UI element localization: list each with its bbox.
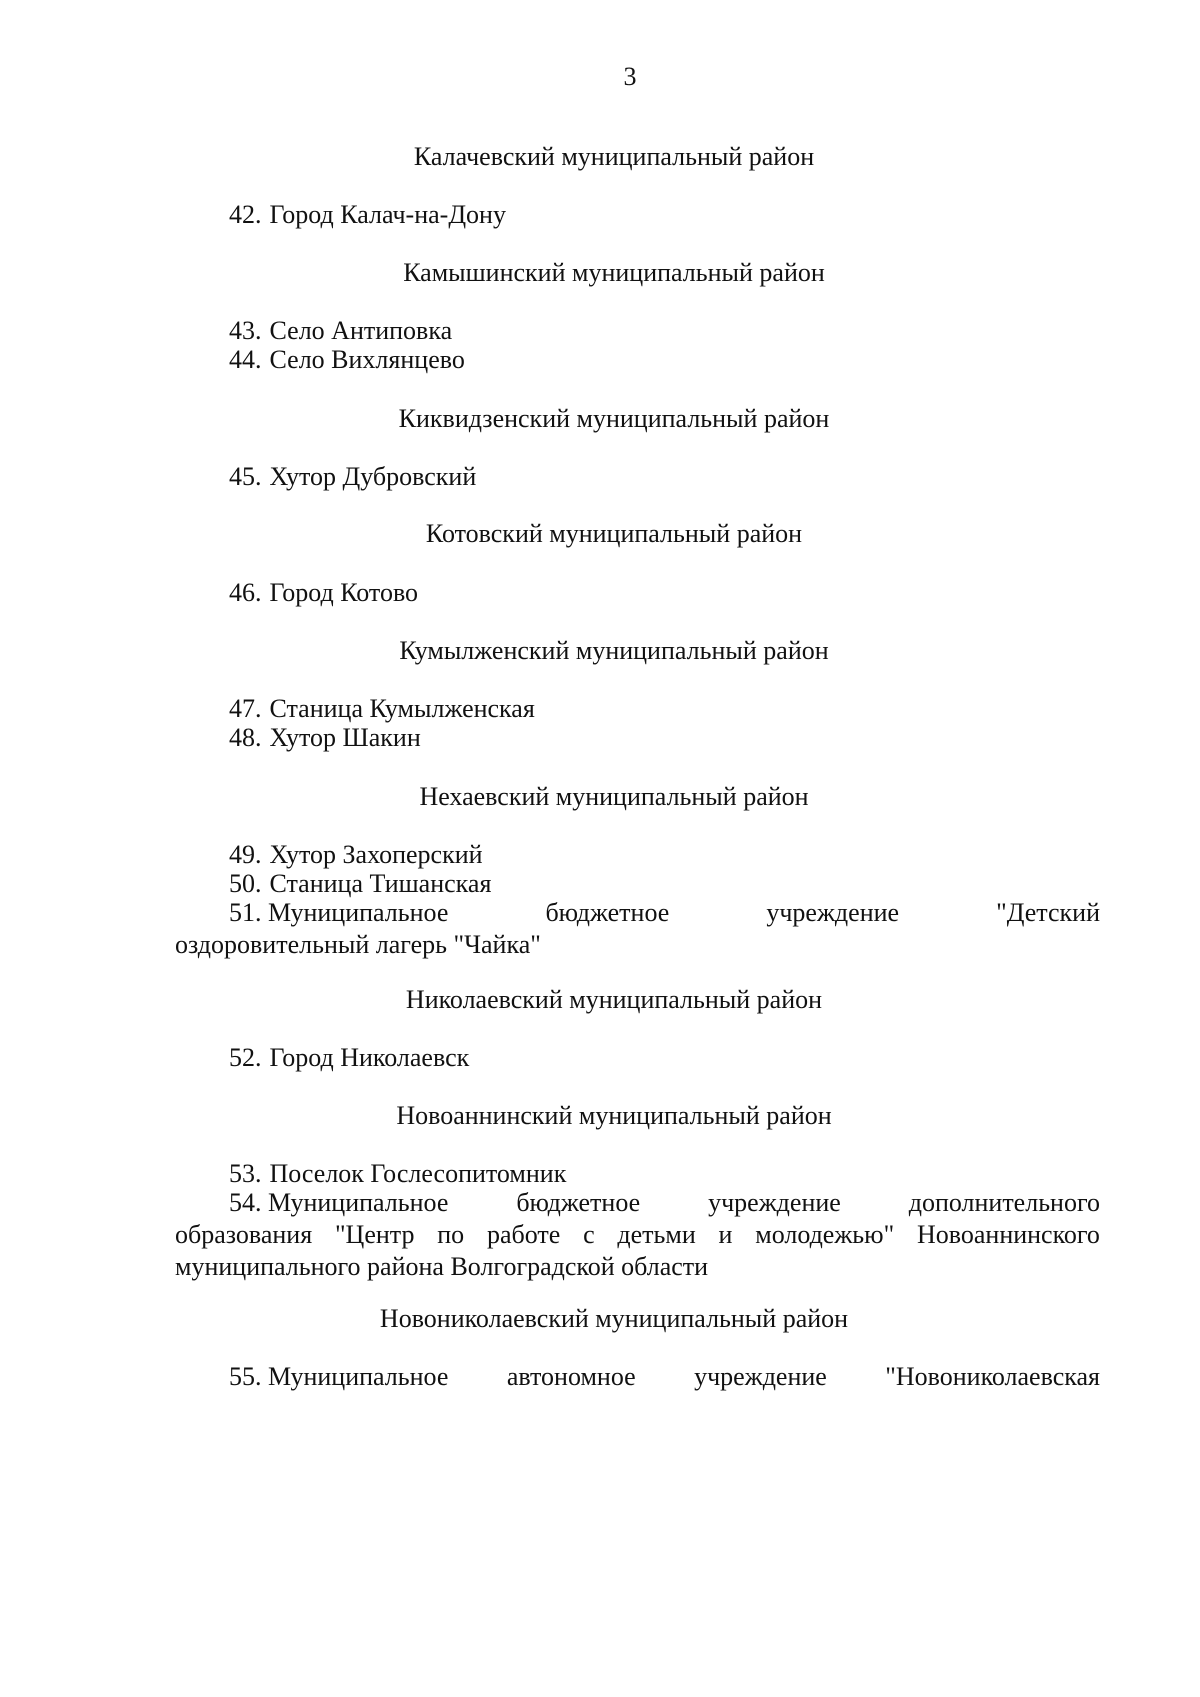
word: учреждение: [708, 1188, 841, 1217]
word: 55. Муниципальное: [229, 1362, 449, 1391]
word: бюджетное: [516, 1188, 641, 1217]
section-heading: Николаевский муниципальный район: [405, 985, 823, 1014]
word: Новоаннинского: [916, 1220, 1100, 1249]
item-text: Город Николаевск: [269, 1043, 470, 1072]
item-text: Город Калач-на-Дону: [269, 200, 506, 229]
item-number: 47.: [229, 694, 262, 723]
item-number: 46.: [229, 578, 262, 607]
item-number: 44.: [229, 345, 262, 374]
word: молодежью": [755, 1220, 895, 1249]
word: дополнительного: [908, 1188, 1100, 1217]
section-heading: Новониколаевский муниципальный район: [379, 1304, 849, 1333]
list-item: [229, 868, 491, 900]
list-item: [229, 1158, 566, 1190]
section-heading: Кумылженский муниципальный район: [399, 636, 829, 665]
item-number: 53.: [229, 1159, 262, 1188]
word: 54. Муниципальное: [229, 1188, 449, 1217]
section-heading: Камышинский муниципальный район: [403, 258, 825, 287]
word: учреждение: [694, 1362, 827, 1391]
list-item-paragraph: [175, 1187, 1100, 1283]
list-item: [229, 577, 418, 609]
word: образования: [175, 1220, 313, 1249]
list-item: [229, 199, 506, 231]
word: бюджетное: [545, 898, 670, 927]
item-text: Село Вихлянцево: [269, 345, 465, 374]
section-heading: Котовский муниципальный район: [425, 519, 803, 548]
word: "Центр: [334, 1220, 415, 1249]
item-number: 42.: [229, 200, 262, 229]
list-item-paragraph: [175, 1361, 1100, 1393]
section-heading: Калачевский муниципальный район: [413, 142, 815, 171]
item-text: Поселок Гослесопитомник: [269, 1159, 567, 1188]
item-text: Станица Тишанская: [269, 869, 492, 898]
paragraph-line: оздоровительный лагерь "Чайка": [175, 930, 541, 959]
word: 51. Муниципальное: [229, 898, 449, 927]
list-item: [229, 839, 483, 871]
list-item: [229, 315, 452, 347]
section-heading: Новоаннинский муниципальный район: [396, 1101, 832, 1130]
item-text: Хутор Дубровский: [269, 462, 477, 491]
item-text: Село Антиповка: [269, 316, 453, 345]
paragraph-line: [175, 1219, 1100, 1251]
item-number: 52.: [229, 1043, 262, 1072]
item-number: 50.: [229, 869, 262, 898]
word: работе: [486, 1220, 561, 1249]
word: "Новониколаевская: [885, 1362, 1100, 1391]
item-number: 45.: [229, 462, 262, 491]
item-number: 48.: [229, 723, 262, 752]
list-item: [229, 1042, 469, 1074]
paragraph-line: [175, 1361, 1100, 1393]
word: по: [437, 1220, 465, 1249]
page-number: 3: [623, 62, 637, 91]
item-text: Станица Кумылженская: [269, 694, 535, 723]
paragraph-line: [175, 897, 1100, 929]
word: "Детский: [996, 898, 1100, 927]
word: с: [583, 1220, 595, 1249]
paragraph-line: муниципального района Волгоградской области: [175, 1252, 709, 1281]
paragraph-line: [175, 1187, 1100, 1219]
item-text: Хутор Шакин: [269, 723, 421, 752]
list-item-paragraph: [175, 897, 1100, 961]
item-number: 43.: [229, 316, 262, 345]
section-heading: Киквидзенский муниципальный район: [398, 404, 830, 433]
word: и: [718, 1220, 733, 1249]
list-item: [229, 693, 535, 725]
word: детьми: [617, 1220, 696, 1249]
list-item: [229, 461, 476, 493]
word: учреждение: [766, 898, 900, 927]
item-text: Город Котово: [269, 578, 419, 607]
item-text: Хутор Захоперский: [269, 840, 483, 869]
item-number: 49.: [229, 840, 262, 869]
word: автономное: [506, 1362, 636, 1391]
list-item: [229, 344, 465, 376]
list-item: [229, 722, 421, 754]
section-heading: Нехаевский муниципальный район: [419, 782, 809, 811]
